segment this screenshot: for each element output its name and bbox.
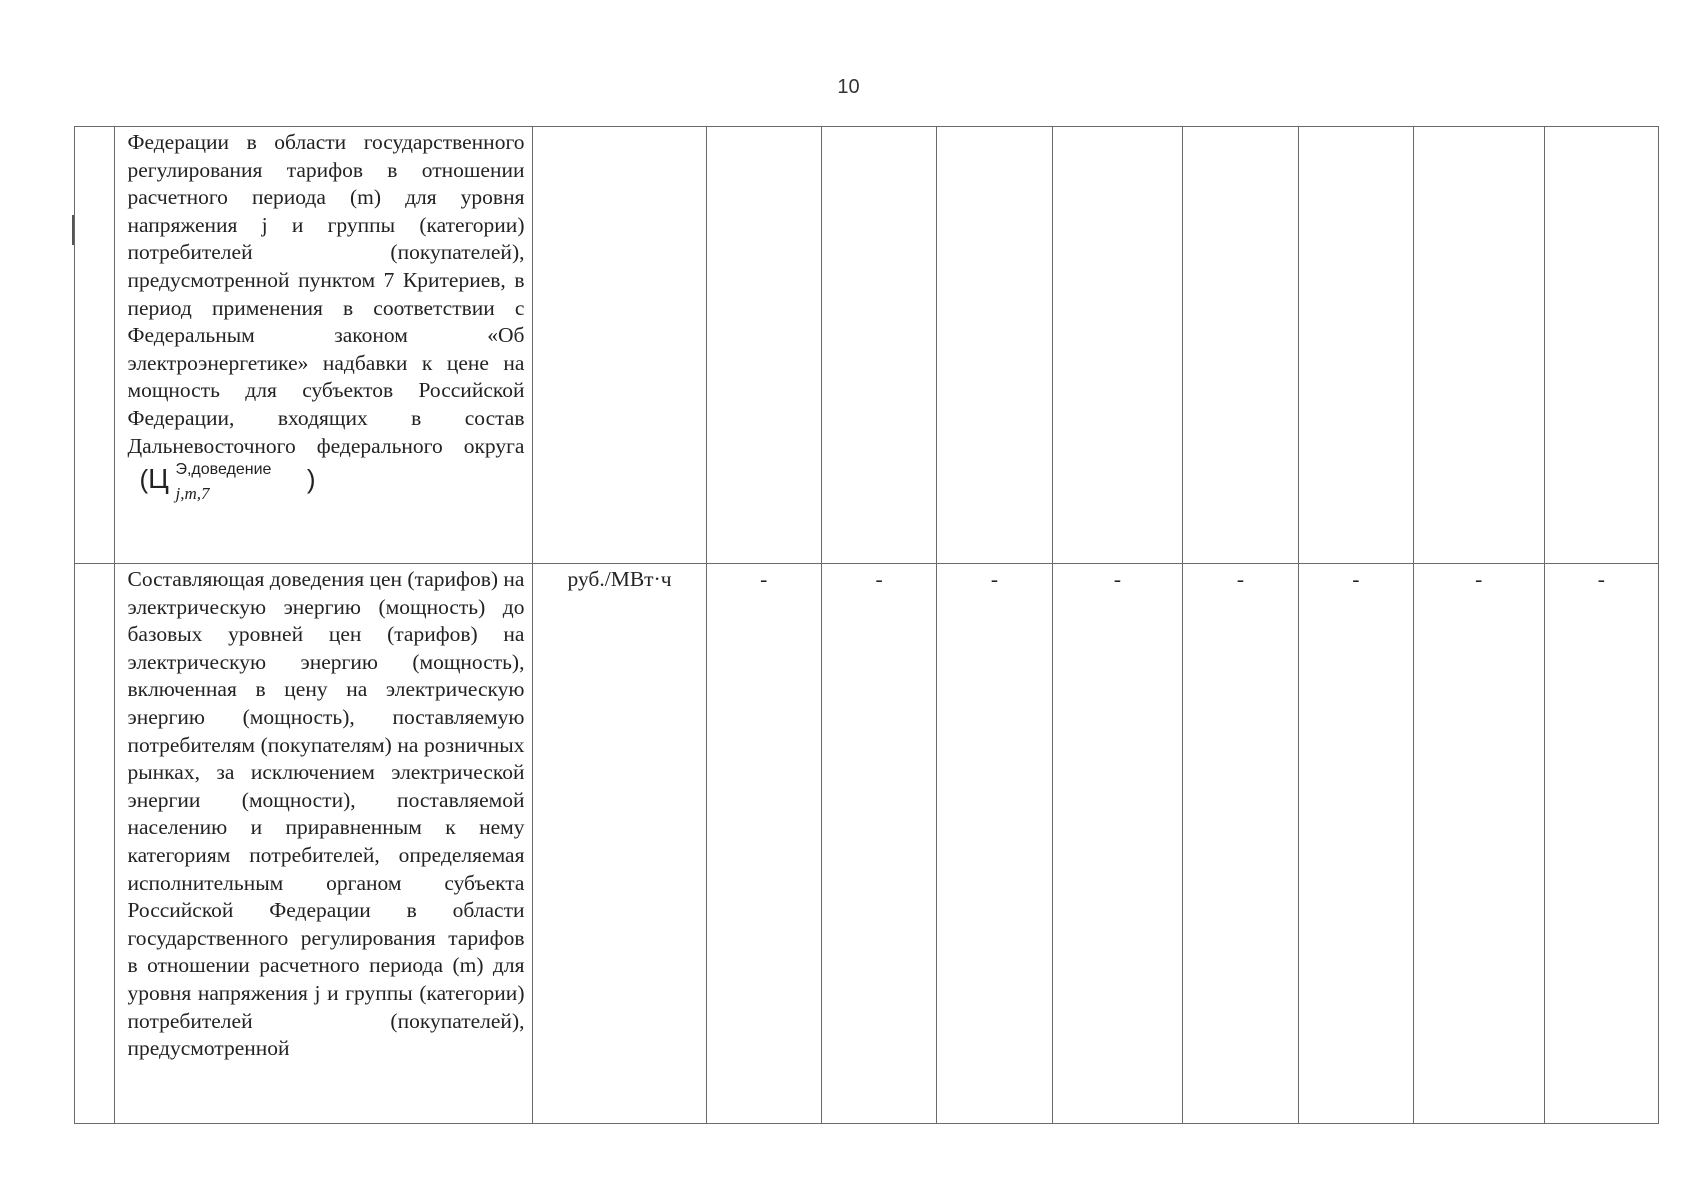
formula-superscript: Э,доведение — [175, 461, 272, 479]
unit-cell: руб./МВт·ч — [533, 564, 706, 1124]
row-number-cell — [75, 564, 115, 1124]
table-row — [75, 564, 1659, 1124]
page-number: 10 — [837, 76, 860, 98]
value-cell — [821, 127, 936, 564]
description-text: Составляющая доведения цен (тарифов) на электрическую энергию (мощность) до базовых уровней цен (тарифов) на электрическую энергию (мощность), включенная в цену на электрическую энергию (мощность), поставляемую потребителям (покупателям) на розничных рынках, за исключением электрической энергии (мощности), поставляемой населению и приравненным к нему категориям потребителей, определяемая исполнительным органом субъекта Российской Федерации в области государственного регулирования тарифов в отношении расчетного периода (m) для уровня напряжения j и группы (категории) потребителей (покупателей), предусмотренной — [127, 567, 525, 1061]
value-cell: - — [1052, 564, 1183, 1124]
value-cell: - — [1413, 564, 1544, 1124]
value-cell: - — [1183, 564, 1298, 1124]
description-text: Федерации в области государственного регулирования тарифов в отношении расчетного периода (m) для уровня напряжения j и группы (категории) потребителей (покупателей), предусмотренной пунктом 7 Критериев, в период применения в соответствии с Федеральным законом «Об электроэнергетике» надбавки к цене на мощность для субъектов Российской Федерации, входящих в состав Дальневосточного федерального округа — [127, 130, 525, 458]
formula-base: Ц — [148, 463, 169, 495]
formula-close-paren: ) — [306, 464, 316, 495]
value-cell: - — [937, 564, 1052, 1124]
value-cell — [1052, 127, 1183, 564]
description-cell — [115, 127, 533, 564]
value-cell: - — [1298, 564, 1413, 1124]
unit-cell — [533, 127, 706, 564]
description-cell — [115, 564, 533, 1124]
value-cell: - — [821, 564, 936, 1124]
formula-subscript: j,m,7 — [175, 484, 210, 504]
value-cell — [1298, 127, 1413, 564]
value-cell — [937, 127, 1052, 564]
formula — [139, 462, 315, 506]
value-cell — [706, 127, 821, 564]
value-cell: - — [706, 564, 821, 1124]
row-number-cell — [75, 127, 115, 564]
tariff-table — [74, 126, 1659, 1124]
value-cell — [1544, 127, 1658, 564]
formula-open-paren: ( — [139, 464, 149, 495]
value-cell — [1413, 127, 1544, 564]
table-row — [75, 127, 1659, 564]
value-cell — [1183, 127, 1298, 564]
value-cell: - — [1544, 564, 1658, 1124]
